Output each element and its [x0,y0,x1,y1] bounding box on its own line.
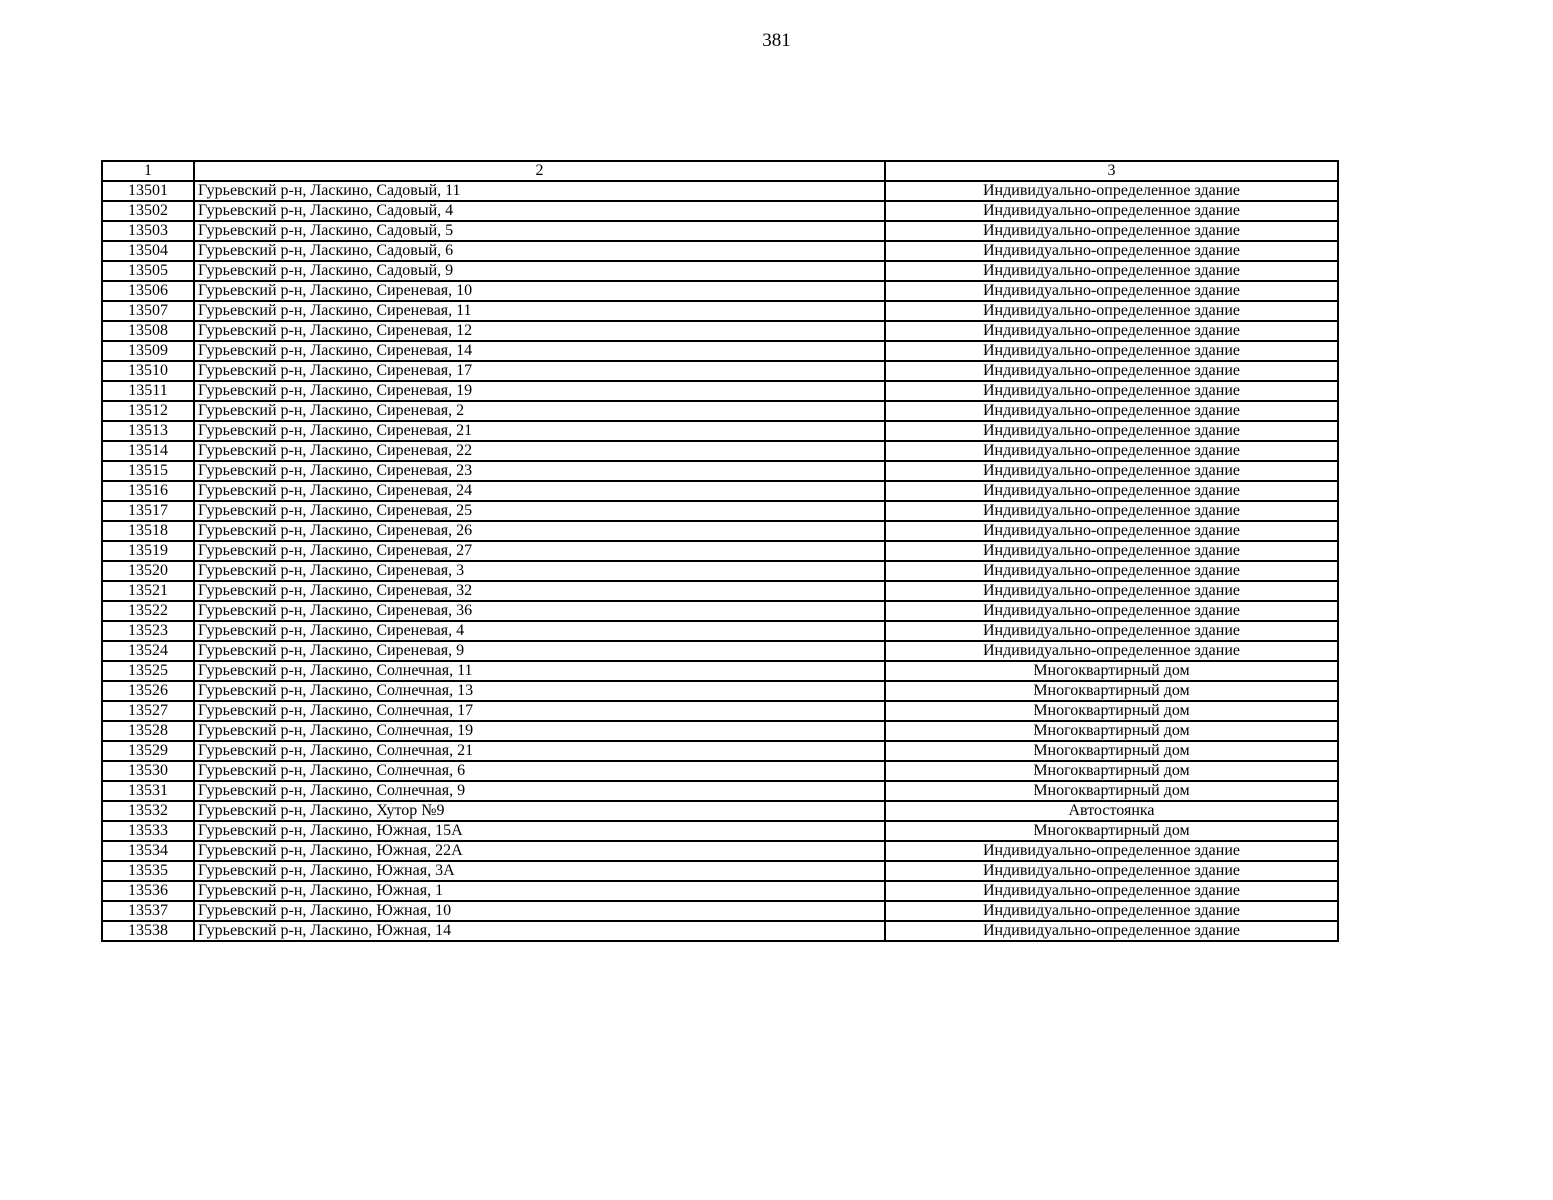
address-cell: Гурьевский р-н, Ласкино, Сиреневая, 36 [194,601,885,621]
row-number-cell: 13508 [102,321,194,341]
table-row [102,301,1338,321]
building-type-cell: Индивидуально-определенное здание [885,561,1338,581]
row-number-cell: 13506 [102,281,194,301]
table-row [102,401,1338,421]
row-number-cell: 13518 [102,521,194,541]
building-type-cell: Индивидуально-определенное здание [885,541,1338,561]
address-cell: Гурьевский р-н, Ласкино, Сиреневая, 24 [194,481,885,501]
row-number-cell: 13504 [102,241,194,261]
table-row [102,741,1338,761]
row-number-cell: 13517 [102,501,194,521]
building-type-cell: Индивидуально-определенное здание [885,501,1338,521]
row-number-cell: 13515 [102,461,194,481]
building-type-cell: Индивидуально-определенное здание [885,881,1338,901]
table-row [102,581,1338,601]
row-number-cell: 13536 [102,881,194,901]
row-number-cell: 13538 [102,921,194,941]
table-row [102,441,1338,461]
table-row [102,761,1338,781]
building-type-cell: Индивидуально-определенное здание [885,621,1338,641]
row-number-cell: 13509 [102,341,194,361]
table-row [102,321,1338,341]
building-type-cell: Многоквартирный дом [885,781,1338,801]
row-number-cell: 13534 [102,841,194,861]
address-cell: Гурьевский р-н, Ласкино, Садовый, 6 [194,241,885,261]
building-type-cell: Индивидуально-определенное здание [885,921,1338,941]
address-cell: Гурьевский р-н, Ласкино, Садовый, 11 [194,181,885,201]
building-type-cell: Индивидуально-определенное здание [885,361,1338,381]
page-number: 381 [762,30,791,51]
row-number-cell: 13532 [102,801,194,821]
table-row [102,421,1338,441]
building-type-cell: Индивидуально-определенное здание [885,481,1338,501]
building-type-cell: Индивидуально-определенное здание [885,461,1338,481]
address-cell: Гурьевский р-н, Ласкино, Сиреневая, 32 [194,581,885,601]
row-number-cell: 13526 [102,681,194,701]
table-row [102,861,1338,881]
row-number-cell: 13520 [102,561,194,581]
building-type-cell: Индивидуально-определенное здание [885,901,1338,921]
building-type-cell: Индивидуально-определенное здание [885,581,1338,601]
table-row [102,481,1338,501]
address-cell: Гурьевский р-н, Ласкино, Южная, 15А [194,821,885,841]
address-cell: Гурьевский р-н, Ласкино, Сиреневая, 17 [194,361,885,381]
row-number-cell: 13505 [102,261,194,281]
header-col-3: 3 [885,161,1338,181]
building-type-cell: Индивидуально-определенное здание [885,601,1338,621]
row-number-cell: 13513 [102,421,194,441]
address-cell: Гурьевский р-н, Ласкино, Сиреневая, 14 [194,341,885,361]
row-number-cell: 13533 [102,821,194,841]
table-row [102,361,1338,381]
table-row [102,721,1338,741]
building-type-cell: Индивидуально-определенное здание [885,261,1338,281]
table-row [102,181,1338,201]
address-cell: Гурьевский р-н, Ласкино, Солнечная, 19 [194,721,885,741]
row-number-cell: 13524 [102,641,194,661]
row-number-cell: 13510 [102,361,194,381]
address-cell: Гурьевский р-н, Ласкино, Сиреневая, 21 [194,421,885,441]
row-number-cell: 13530 [102,761,194,781]
address-cell: Гурьевский р-н, Ласкино, Солнечная, 6 [194,761,885,781]
table-row [102,261,1338,281]
registry-table [101,160,1339,942]
building-type-cell: Индивидуально-определенное здание [885,641,1338,661]
building-type-cell: Индивидуально-определенное здание [885,301,1338,321]
address-cell: Гурьевский р-н, Ласкино, Сиреневая, 2 [194,401,885,421]
table-body [102,181,1338,941]
table-row [102,681,1338,701]
building-type-cell: Многоквартирный дом [885,661,1338,681]
building-type-cell: Автостоянка [885,801,1338,821]
table-row [102,661,1338,681]
table-row [102,381,1338,401]
table-row [102,201,1338,221]
row-number-cell: 13521 [102,581,194,601]
row-number-cell: 13512 [102,401,194,421]
row-number-cell: 13507 [102,301,194,321]
row-number-cell: 13531 [102,781,194,801]
address-cell: Гурьевский р-н, Ласкино, Садовый, 5 [194,221,885,241]
row-number-cell: 13535 [102,861,194,881]
address-cell: Гурьевский р-н, Ласкино, Солнечная, 21 [194,741,885,761]
table-row [102,501,1338,521]
address-cell: Гурьевский р-н, Ласкино, Солнечная, 13 [194,681,885,701]
building-type-cell: Многоквартирный дом [885,721,1338,741]
address-cell: Гурьевский р-н, Ласкино, Садовый, 4 [194,201,885,221]
table-row [102,821,1338,841]
table-row [102,801,1338,821]
table-row [102,701,1338,721]
building-type-cell: Индивидуально-определенное здание [885,241,1338,261]
table-row [102,781,1338,801]
address-cell: Гурьевский р-н, Ласкино, Южная, 3А [194,861,885,881]
address-cell: Гурьевский р-н, Ласкино, Сиреневая, 23 [194,461,885,481]
address-cell: Гурьевский р-н, Ласкино, Хутор №9 [194,801,885,821]
table-row [102,901,1338,921]
address-cell: Гурьевский р-н, Ласкино, Южная, 22А [194,841,885,861]
address-cell: Гурьевский р-н, Ласкино, Сиреневая, 19 [194,381,885,401]
row-number-cell: 13522 [102,601,194,621]
table-row [102,341,1338,361]
address-cell: Гурьевский р-н, Ласкино, Сиреневая, 3 [194,561,885,581]
building-type-cell: Индивидуально-определенное здание [885,441,1338,461]
building-type-cell: Индивидуально-определенное здание [885,401,1338,421]
address-cell: Гурьевский р-н, Ласкино, Сиреневая, 27 [194,541,885,561]
row-number-cell: 13525 [102,661,194,681]
table-header [102,161,1338,181]
row-number-cell: 13503 [102,221,194,241]
row-number-cell: 13527 [102,701,194,721]
table-row [102,461,1338,481]
address-cell: Гурьевский р-н, Ласкино, Южная, 10 [194,901,885,921]
row-number-cell: 13516 [102,481,194,501]
address-cell: Гурьевский р-н, Ласкино, Солнечная, 17 [194,701,885,721]
table-row [102,521,1338,541]
header-col-2: 2 [194,161,885,181]
building-type-cell: Индивидуально-определенное здание [885,321,1338,341]
table-row [102,241,1338,261]
address-cell: Гурьевский р-н, Ласкино, Солнечная, 11 [194,661,885,681]
row-number-cell: 13519 [102,541,194,561]
address-cell: Гурьевский р-н, Ласкино, Сиреневая, 10 [194,281,885,301]
row-number-cell: 13528 [102,721,194,741]
building-type-cell: Многоквартирный дом [885,821,1338,841]
address-cell: Гурьевский р-н, Ласкино, Солнечная, 9 [194,781,885,801]
address-cell: Гурьевский р-н, Ласкино, Сиреневая, 12 [194,321,885,341]
building-type-cell: Индивидуально-определенное здание [885,421,1338,441]
table-row [102,621,1338,641]
address-cell: Гурьевский р-н, Ласкино, Сиреневая, 26 [194,521,885,541]
table-row [102,281,1338,301]
building-type-cell: Индивидуально-определенное здание [885,861,1338,881]
table-row [102,921,1338,941]
table-row [102,841,1338,861]
address-cell: Гурьевский р-н, Ласкино, Садовый, 9 [194,261,885,281]
row-number-cell: 13501 [102,181,194,201]
building-type-cell: Индивидуально-определенное здание [885,281,1338,301]
row-number-cell: 13514 [102,441,194,461]
building-type-cell: Многоквартирный дом [885,681,1338,701]
building-type-cell: Индивидуально-определенное здание [885,201,1338,221]
address-cell: Гурьевский р-н, Ласкино, Сиреневая, 22 [194,441,885,461]
table-row [102,541,1338,561]
address-cell: Гурьевский р-н, Ласкино, Сиреневая, 11 [194,301,885,321]
address-cell: Гурьевский р-н, Ласкино, Южная, 1 [194,881,885,901]
address-cell: Гурьевский р-н, Ласкино, Сиреневая, 4 [194,621,885,641]
building-type-cell: Индивидуально-определенное здание [885,841,1338,861]
building-type-cell: Индивидуально-определенное здание [885,181,1338,201]
building-type-cell: Многоквартирный дом [885,701,1338,721]
row-number-cell: 13537 [102,901,194,921]
row-number-cell: 13502 [102,201,194,221]
building-type-cell: Индивидуально-определенное здание [885,341,1338,361]
table-row [102,641,1338,661]
building-type-cell: Многоквартирный дом [885,741,1338,761]
row-number-cell: 13511 [102,381,194,401]
table-row [102,221,1338,241]
address-cell: Гурьевский р-н, Ласкино, Сиреневая, 9 [194,641,885,661]
building-type-cell: Многоквартирный дом [885,761,1338,781]
address-cell: Гурьевский р-н, Ласкино, Сиреневая, 25 [194,501,885,521]
table-row [102,601,1338,621]
building-type-cell: Индивидуально-определенное здание [885,381,1338,401]
address-cell: Гурьевский р-н, Ласкино, Южная, 14 [194,921,885,941]
header-col-1: 1 [102,161,194,181]
table-row [102,561,1338,581]
header-row [102,161,1338,181]
row-number-cell: 13529 [102,741,194,761]
building-type-cell: Индивидуально-определенное здание [885,221,1338,241]
table-row [102,881,1338,901]
row-number-cell: 13523 [102,621,194,641]
building-type-cell: Индивидуально-определенное здание [885,521,1338,541]
